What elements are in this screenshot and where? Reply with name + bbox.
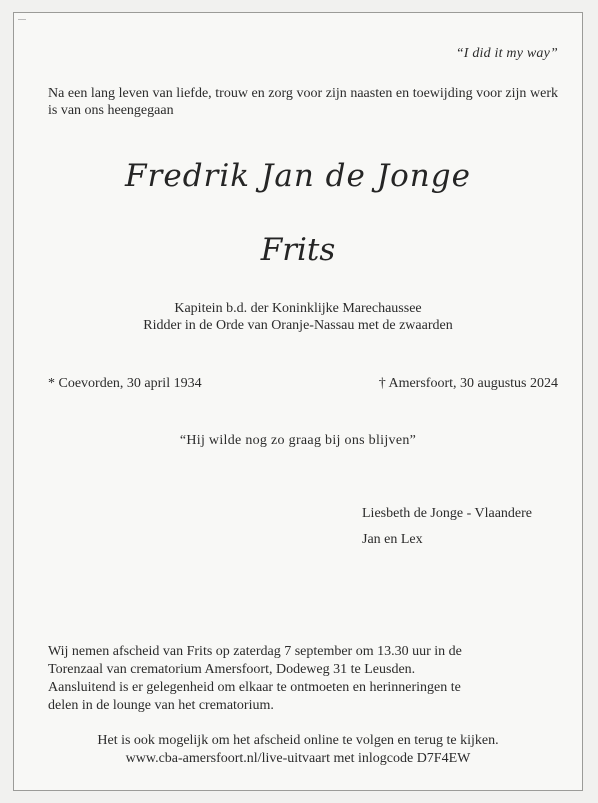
farewell-line: delen in de lounge van het crematorium.: [48, 698, 274, 713]
intro-text: Na een lang leven van liefde, trouw en zorg voor zijn naasten en toewijding voor zijn werk is van ons heengegaan: [48, 86, 558, 118]
title-line: Kapitein b.d. der Koninklijke Marechaussee: [174, 301, 422, 316]
deceased-full-name: Fredrik Jan de Jonge: [125, 158, 471, 194]
death-info: † Amersfoort, 30 augustus 2024: [378, 376, 558, 391]
signatory: Liesbeth de Jonge - Vlaandere: [362, 506, 533, 521]
online-stream-info: [14, 732, 582, 768]
memorial-quote: “Hij wilde nog zo graag bij ons blijven”: [179, 433, 417, 448]
farewell-details: [48, 643, 558, 715]
online-url-line: www.cba-amersfoort.nl/live-uitvaart met inlogcode D7F4EW: [125, 751, 471, 766]
signatory: Jan en Lex: [362, 532, 423, 547]
online-line: Het is ook mogelijk om het afscheid online te volgen en terug te kijken.: [97, 733, 499, 748]
signatories: [362, 506, 532, 558]
title-line: Ridder in de Orde van Oranje-Nassau met de zwaarden: [143, 318, 453, 333]
birth-info: * Coevorden, 30 april 1934: [48, 376, 202, 391]
farewell-line: Aansluitend is er gelegenheid om elkaar te ontmoeten en herinneringen te: [48, 680, 461, 695]
scan-mark: [18, 19, 26, 20]
death-notice-card: [13, 12, 583, 791]
honorary-titles: [14, 300, 582, 334]
farewell-line: Torenzaal van crematorium Amersfoort, Dodeweg 31 te Leusden.: [48, 662, 416, 677]
deceased-nickname: Frits: [260, 232, 336, 268]
farewell-line: Wij nemen afscheid van Frits op zaterdag 7 september om 13.30 uur in de: [48, 644, 462, 659]
motto: “I did it my way”: [455, 46, 558, 61]
